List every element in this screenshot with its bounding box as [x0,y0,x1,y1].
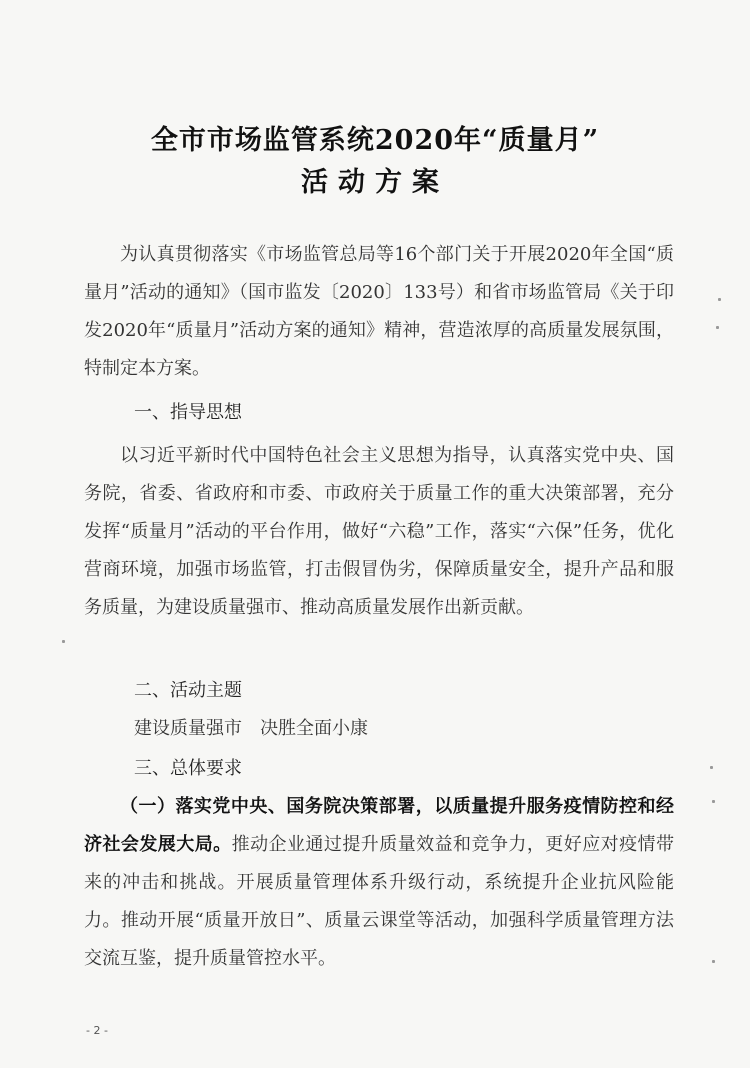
section1-paragraph: 以习近平新时代中国特色社会主义思想为指导，认真落实党中央、国务院，省委、省政府和市委、市政府关于质量工作的重大决策部署，充分发挥“质量月”活动的平台作用，做好“六稳”工作，落实“六保”任务，优化营商环境，加强市场监管，打击假冒伪劣，保障质量安全，提升产品和服务质量，为建设质量强市、推动高质量发展作出新贡献。 [84,445,674,618]
scan-speck [716,326,719,329]
section3-paragraph [84,788,674,978]
section2-heading: 二、活动主题 [134,680,242,701]
section1-heading: 一、指导思想 [134,402,242,423]
section3-heading: 三、总体要求 [134,758,242,779]
section3-body: 推动企业通过提升质量效益和竞争力，更好应对疫情带来的冲击和挑战。开展质量管理体系升级行动，系统提升企业抗风险能力。推动开展“质量开放日”、质量云课堂等活动，加强科学质量管理方法交流互鉴，提升质量管控水平。 [84,834,675,969]
doc-title-line1: 全市市场监管系统2020年“质量月” [150,125,600,156]
doc-title-line2: 活动方案 [301,167,449,198]
scan-speck [710,766,713,769]
section2-theme: 建设质量强市 决胜全面小康 [134,718,368,739]
scan-speck [712,960,715,963]
scan-speck [712,800,715,803]
scan-speck [62,640,65,643]
intro-paragraph: 为认真贯彻落实《市场监管总局等16个部门关于开展2020年全国“质量月”活动的通知》（国市监发〔2020〕133号）和省市场监管局《关于印发2020年“质量月”活动方案的通知》精神，营造浓厚的高质量发展氛围，特制定本方案。 [84,244,674,379]
section3-bold-lead: （一）落实党中央、国务院决策部署，以质量提升服务疫情防控和经济社会发展大局。 [84,796,674,855]
scan-speck [718,298,721,301]
page-number: - 2 - [86,1024,108,1037]
